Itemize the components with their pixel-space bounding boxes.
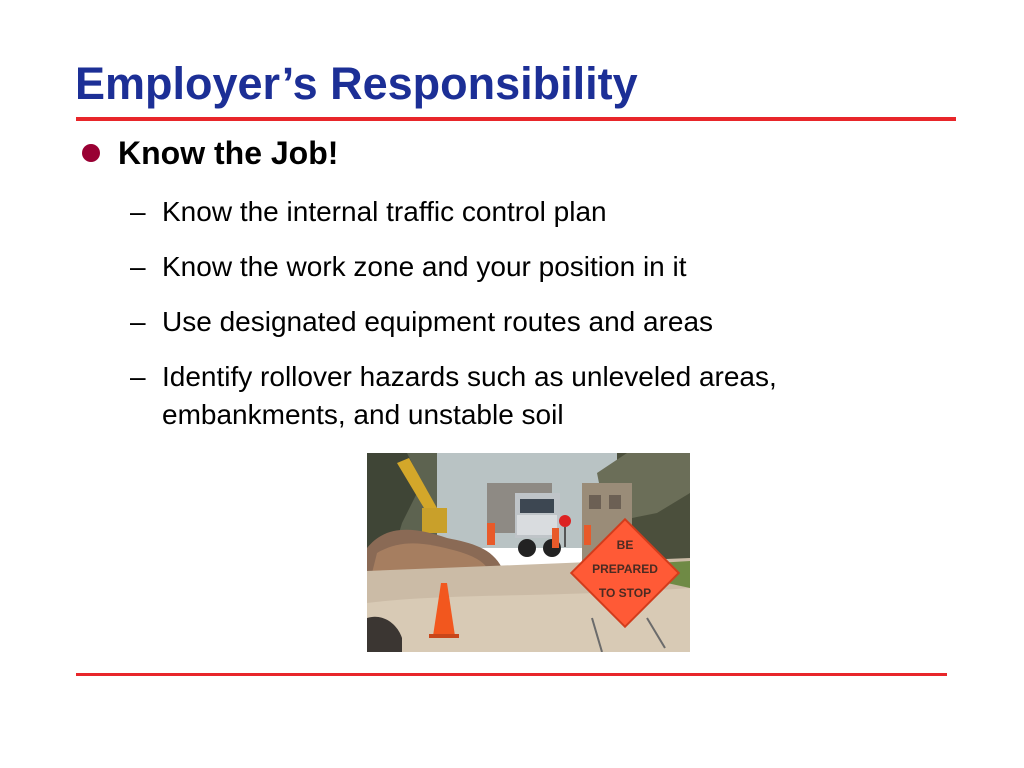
sign-line-1: BE [616,538,634,552]
bottom-divider [76,673,947,676]
dash-icon: – [130,196,146,227]
slide-title: Employer’s Responsibility [75,58,638,109]
bullet-item [82,132,338,174]
title-underline [76,117,956,121]
sign-line-3: TO STOP [598,586,652,600]
sub-bullet-item [130,248,950,286]
sign-line-2: PREPARED [592,562,658,576]
sub-bullet-label: Use designated equipment routes and areas [162,306,714,337]
sub-bullet-label: Know the work zone and your position in it [162,251,687,282]
dash-icon: – [130,251,146,282]
bullet-label: Know the Job! [118,135,339,171]
work-zone-photo [367,453,690,652]
sub-bullet-label: Identify rollover hazards such as unleveled areas, embankments, and unstable soil [162,361,777,430]
bullet-dot-icon [82,144,100,162]
dash-icon: – [130,306,146,337]
sub-bullet-item [130,303,950,341]
sub-bullet-item [130,358,950,434]
sub-bullet-label: Know the internal traffic control plan [162,196,607,227]
sub-bullet-item [130,193,950,231]
dash-icon: – [130,361,146,392]
